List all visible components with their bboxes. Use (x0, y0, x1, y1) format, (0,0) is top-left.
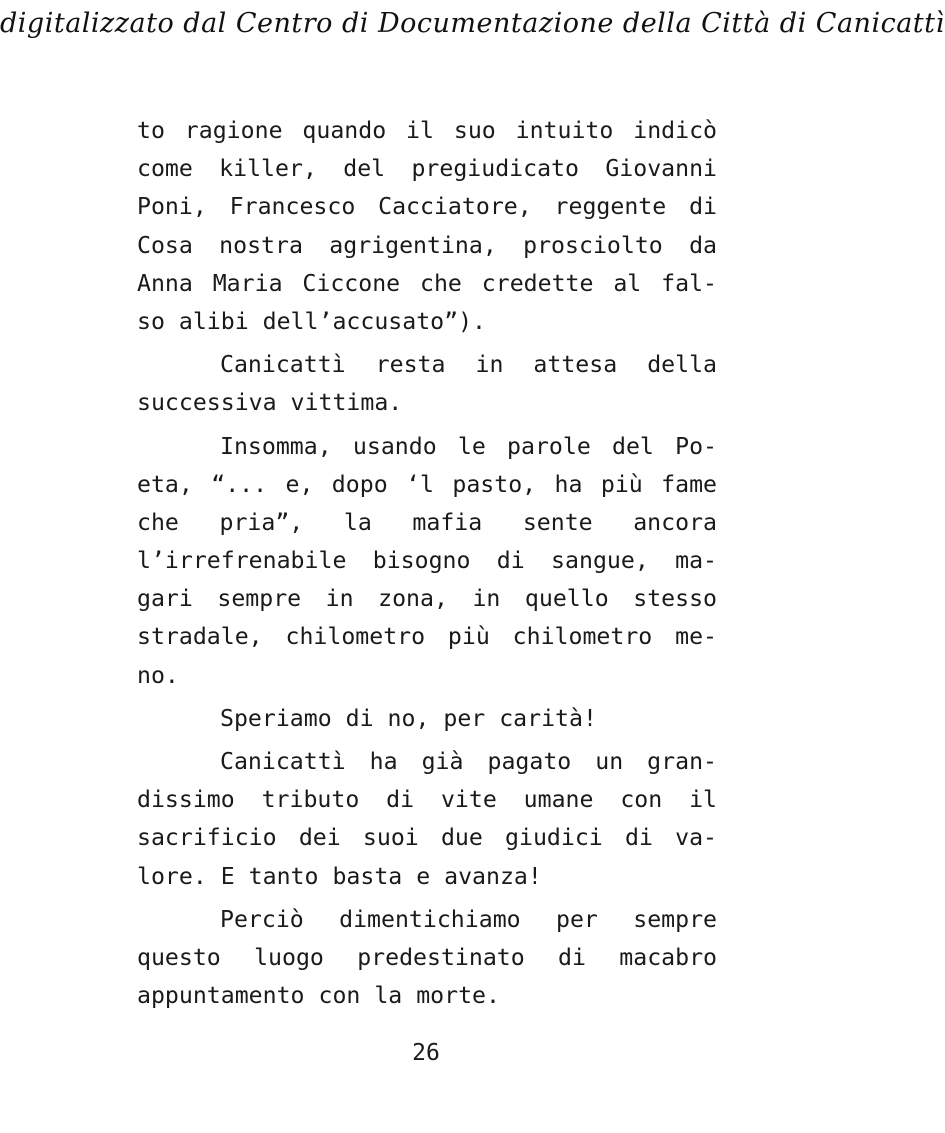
text-line: so alibi dell’accusato”). (137, 307, 487, 335)
text-line: stradale, chilometro più chilometro me- (137, 623, 717, 651)
text-line: Canicattì resta in attesa della (220, 351, 717, 379)
text-line: eta, “... e, dopo ‘l pasto, ha più fame (137, 470, 717, 498)
text-line: che pria”, la mafia sente ancora (137, 508, 717, 536)
page-body (137, 112, 717, 1015)
text-line: questo luogo predestinato di macabro (137, 943, 717, 971)
text-line: dissimo tributo di vite umane con il (137, 786, 717, 814)
text-line: Cosa nostra agrigentina, prosciolto da (137, 231, 717, 259)
text-line: Speriamo di no, per carità! (220, 704, 597, 732)
text-line: Insomma, usando le parole del Po- (220, 432, 717, 460)
text-line: Perciò dimentichiamo per sempre (220, 905, 717, 933)
text-line: lore. E tanto basta e avanza! (137, 862, 542, 890)
text-line: l’irrefrenabile bisogno di sangue, ma- (137, 547, 717, 575)
page-number: 26 (412, 1040, 440, 1066)
text-line: no. (137, 661, 179, 689)
text-line: successiva vittima. (137, 389, 403, 417)
text-line: appuntamento con la morte. (137, 982, 500, 1010)
text-line: Poni, Francesco Cacciatore, reggente di (137, 193, 717, 221)
text-line: to ragione quando il suo intuito indicò (137, 117, 717, 144)
text-line: Anna Maria Ciccone che credette al fal- (137, 269, 717, 297)
text-line: sacrificio dei suoi due giudici di va- (137, 824, 717, 852)
text-line: come killer, del pregiudicato Giovanni (137, 155, 717, 183)
text-line: gari sempre in zona, in quello stesso (137, 585, 717, 613)
text-line: Canicattì ha già pagato un gran- (220, 748, 717, 775)
digitization-watermark: digitalizzato dal Centro di Documentazione della Città di Canicattì (0, 8, 945, 39)
